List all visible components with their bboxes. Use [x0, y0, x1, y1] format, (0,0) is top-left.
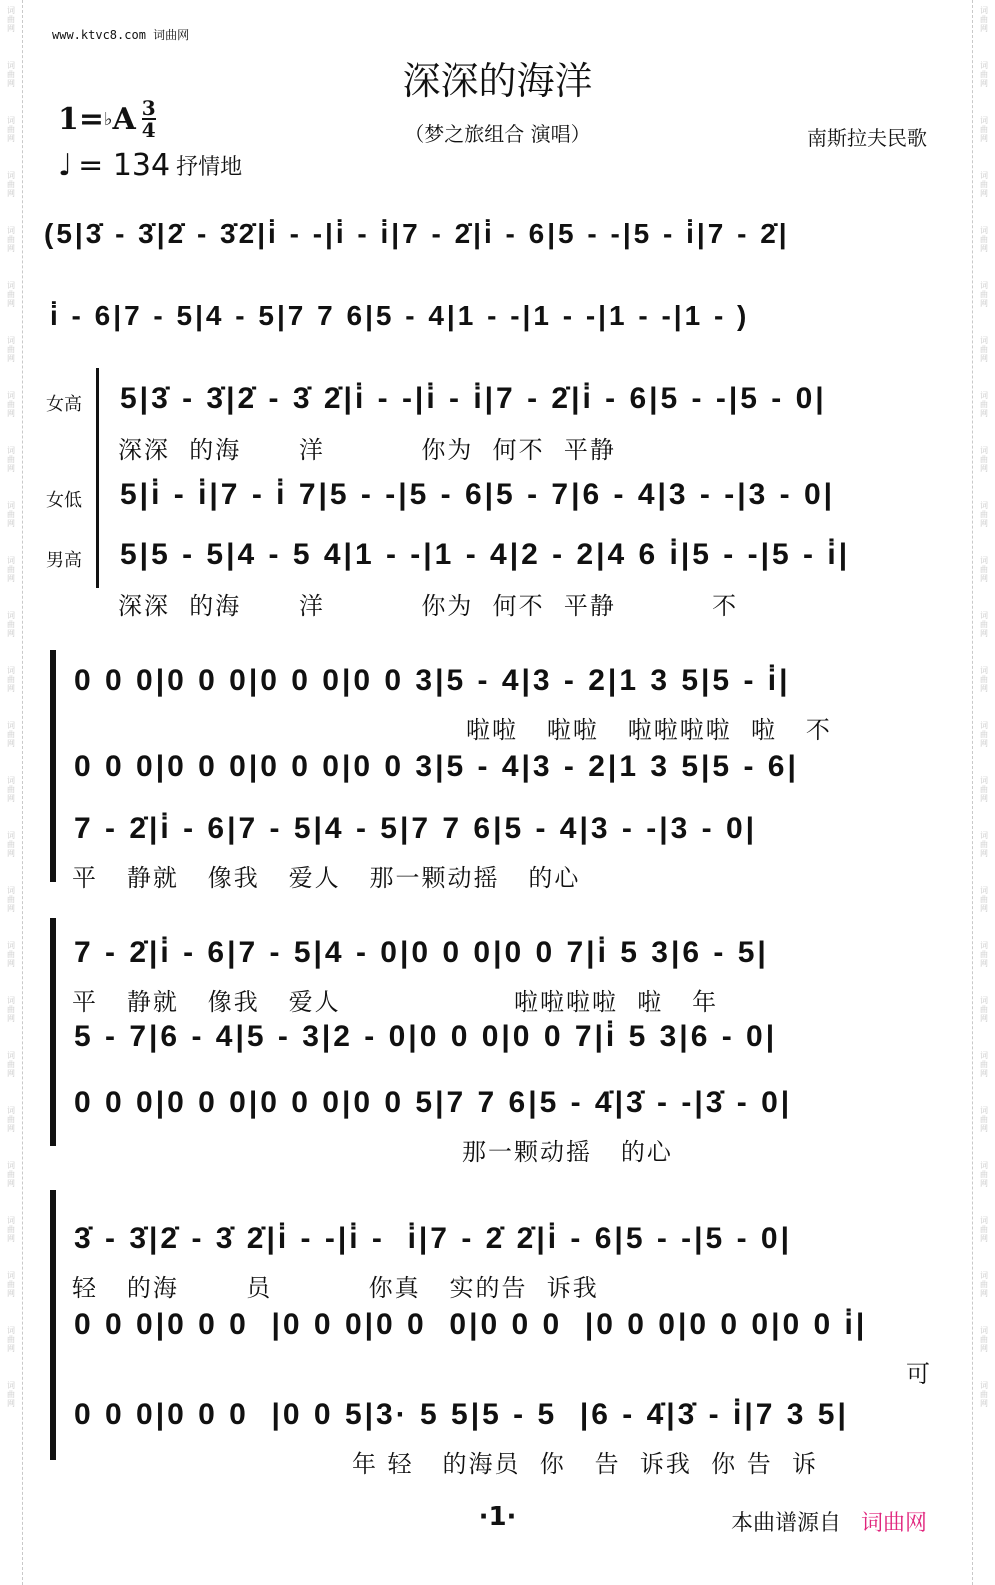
section2-line-2: 0 0 0|0 0 0|0 0 0|0 0 3|5 - 4|3 - 2|1 3 5|5 - 6|: [74, 750, 799, 783]
time-signature: $\frac{3}{4}$: [141, 96, 156, 142]
system-brace-3: [50, 918, 56, 1146]
part-label-female-high: 女高: [46, 394, 82, 415]
section2-line-3: 7 - 2̇|i̇ - 6|7 - 5|4 - 5|7 7 6|5 - 4|3 - -|3 - 0|: [74, 812, 758, 845]
song-title: 深深的海洋: [402, 59, 593, 103]
section4-lyrics-1: 轻 的海 员 你真 实的告 诉我: [72, 1274, 599, 1302]
section4-line-3: 0 0 0|0 0 0 |0 0 5|3· 5 5|5 - 5 |6 - 4̇|3̇ - i̇|7 3 5|: [74, 1398, 849, 1431]
lyrics-line-1: 深深 的海 洋 你为 何不 平静: [118, 436, 616, 464]
source-credit: 本曲谱源自 词曲网: [730, 1511, 927, 1536]
section3-line-1: 7 - 2̇|i̇ - 6|7 - 5|4 - 0|0 0 0|0 0 7|i̇ 5 3|6 - 5|: [74, 936, 769, 969]
section4-lyrics-2: 可: [906, 1360, 932, 1388]
system-brace-2: [50, 650, 56, 882]
section4-lyrics-3: 年 轻 的海员 你 告 诉我 你 告 诉: [352, 1450, 819, 1478]
watermark-column-left: 词曲网 词曲网 词曲网 词曲网 词曲网 词曲网 词曲网 词曲网 词曲网 词曲网 词曲网 词曲网 词曲网 词曲网 词曲网 词曲网 词曲网 词曲网 词曲网 词曲网 词曲网 词曲网 词曲网 词曲网 词曲网 词曲网: [7, 6, 15, 1408]
part-label-female-low: 女低: [46, 490, 82, 511]
section4-line-2: 0 0 0|0 0 0 |0 0 0|0 0 0|0 0 0 |0 0 0|0 0 0|0 0 i̇|: [74, 1308, 868, 1341]
lyrics-line-2: 深深 的海 洋 你为 何不 平静 不: [118, 592, 739, 620]
key-signature: 1= ♭ A $\frac{3}{4}$: [58, 96, 156, 142]
section3-lyrics-1: 平 静就 像我 爱人 啦啦啦啦 啦 年: [72, 988, 719, 1016]
song-origin: 南斯拉夫民歌: [807, 126, 927, 150]
system-brace-4: [50, 1190, 56, 1460]
section2-lyrics-3: 平 静就 像我 爱人 那一颗动摇 的心: [72, 864, 581, 892]
song-subtitle: （梦之旅组合 演唱）: [404, 122, 591, 146]
page-number: ·1·: [478, 1502, 517, 1532]
system-brace-1: [96, 368, 99, 588]
section3-line-3: 0 0 0|0 0 0|0 0 0|0 0 5|7 7 6|5 - 4̇|3̇ - -|3̇ - 0|: [74, 1086, 793, 1119]
section3-lyrics-3: 那一颗动摇 的心: [462, 1138, 673, 1166]
male-high-notes: 5|5 - 5|4 - 5 4|1 - -|1 - 4|2 - 2|4 6 i̇|5 - -|5 - i̇|: [120, 538, 851, 571]
part-label-male-high: 男高: [46, 550, 82, 571]
section2-lyrics-1: 啦啦 啦啦 啦啦啦啦 啦 不: [466, 716, 832, 744]
section4-line-1: 3̇ - 3̇|2̇ - 3̇ 2̇|i̇ - -|i̇ - i̇|7 - 2̇ 2̇|i̇ - 6|5 - -|5 - 0|: [74, 1222, 792, 1255]
female-high-notes: 5|3̇ - 3̇|2̇ - 3̇ 2̇|i̇ - -|i̇ - i̇|7 - 2̇|i̇ - 6|5 - -|5 - 0|: [120, 382, 827, 415]
brand-link[interactable]: 词曲网: [860, 1511, 927, 1536]
tempo-marking: ♩ = 134 抒情地: [58, 148, 243, 183]
site-url[interactable]: www.ktvc8.com 词曲网: [52, 28, 190, 42]
watermark-column-right: 词曲网 词曲网 词曲网 词曲网 词曲网 词曲网 词曲网 词曲网 词曲网 词曲网 词曲网 词曲网 词曲网 词曲网 词曲网 词曲网 词曲网 词曲网 词曲网 词曲网 词曲网 词曲网 词曲网 词曲网 词曲网 词曲网: [980, 6, 988, 1408]
section2-line-1: 0 0 0|0 0 0|0 0 0|0 0 3|5 - 4|3 - 2|1 3 5|5 - i̇|: [74, 664, 791, 697]
section3-line-2: 5 - 7|6 - 4|5 - 3|2 - 0|0 0 0|0 0 7|i̇ 5 3|6 - 0|: [74, 1020, 778, 1053]
quarter-note-icon: ♩: [58, 148, 73, 183]
intro-line-1: (5|3̇ - 3̇|2̇ - 3̇2̇|i̇ - -|i̇ - i̇|7 - 2̇|i̇ - 6|5 - -|5 - i̇|7 - 2̇|: [44, 218, 790, 249]
intro-line-2: i̇ - 6|7 - 5|4 - 5|7 7 6|5 - 4|1 - -|1 - -|1 - -|1 - ): [50, 300, 750, 331]
female-low-notes: 5|i̇ - i̇|7 - i̇ 7|5 - -|5 - 6|5 - 7|6 - 4|3 - -|3 - 0|: [120, 478, 836, 511]
